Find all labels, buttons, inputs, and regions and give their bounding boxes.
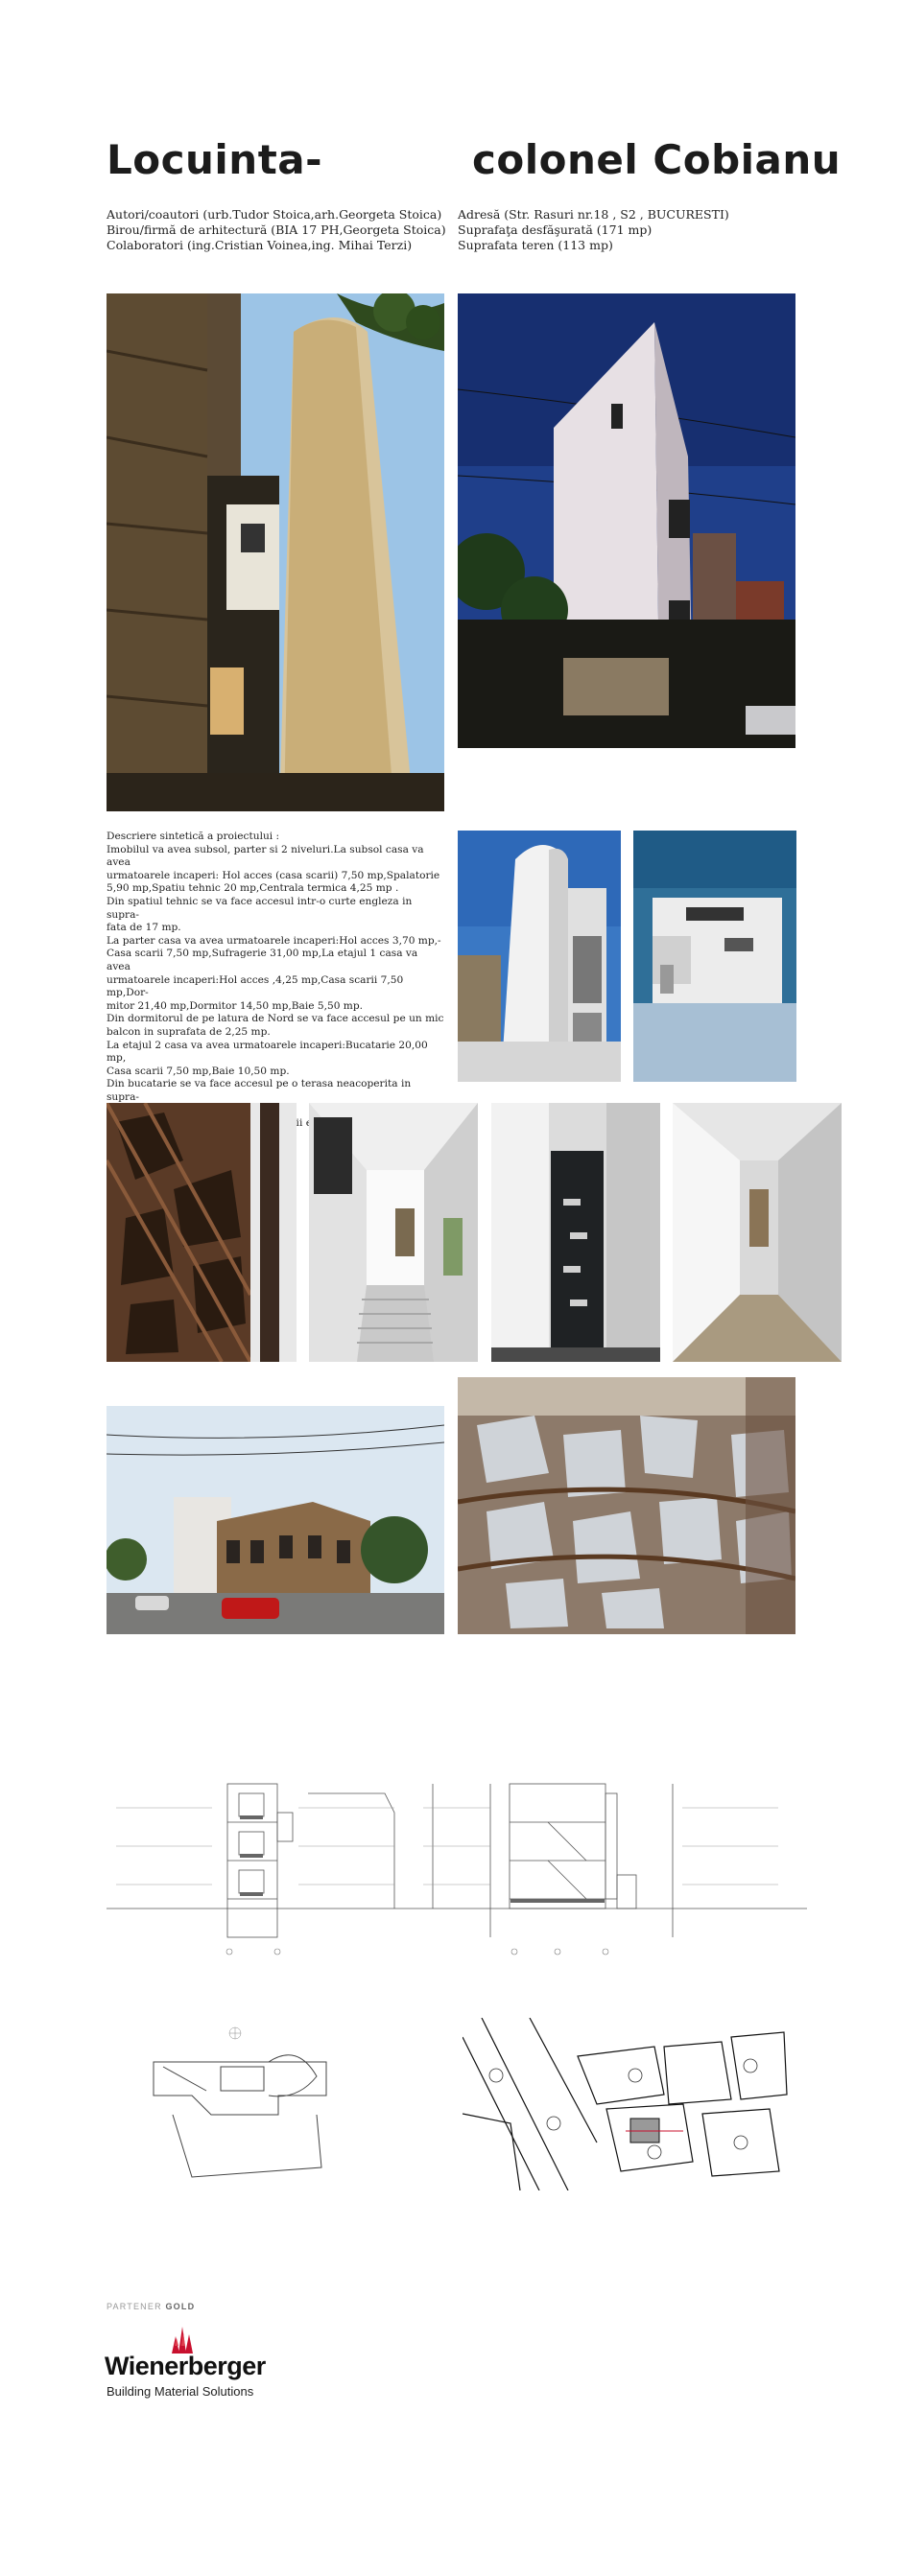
description-line: balcon in suprafata de 2,25 mp. [107, 1025, 271, 1038]
description-line: La etajul 2 casa va avea urmatoarele incaperi:Bucatarie 20,00 mp, [107, 1039, 428, 1065]
photo-facade-model [633, 831, 796, 1082]
drawing-floor-plan [134, 2024, 345, 2182]
photo-cylinder-sky [458, 831, 621, 1082]
photo-facade-blue-sky [458, 293, 795, 748]
description-line: Descriere sintetică a proiectului : [107, 831, 280, 842]
description-line: La parter casa va avea urmatoarele incaperi:Hol acces 3,70 mp,- [107, 934, 441, 947]
partner-label-text: PARTENER [107, 2302, 162, 2311]
description-line: Din dormitorul de pe latura de Nord se va face accesul pe un mic [107, 1013, 444, 1025]
partner-label [107, 2302, 195, 2311]
brand-tagline: Building Material Solutions [107, 2384, 254, 2399]
partner-tier: GOLD [165, 2302, 196, 2311]
description-line: mitor 21,40 mp,Dormitor 14,50 mp,Baie 5,50 mp. [107, 999, 363, 1012]
description-line: Casa scarii 7,50 mp,Baie 10,50 mp. [107, 1065, 290, 1077]
description-line: Imobilul va avea subsol, parter si 2 niveluri.La subsol casa va avea [107, 843, 424, 869]
description-line: 5,90 mp,Spatiu tehnic 20 mp,Centrala termica 4,25 mp . [107, 882, 399, 895]
title-left: Locuinta- [107, 136, 323, 183]
site-block [458, 207, 729, 253]
description-line: fata de 17 mp. [107, 922, 181, 934]
wienerberger-logo-icon [168, 2321, 197, 2354]
credit-authors: Autori/coautori (urb.Tudor Stoica,arh.Georgeta Stoica) [107, 207, 442, 222]
credit-collaborators: Colaboratori (ing.Cristian Voinea,ing. Mihai Terzi) [107, 238, 413, 252]
drawing-sections [107, 1755, 807, 1966]
site-land-area: Suprafata teren (113 mp) [458, 238, 613, 252]
photo-lattice-screen [458, 1377, 795, 1634]
photo-lattice-detail [107, 1103, 297, 1362]
photo-cylinder-alley [107, 293, 444, 811]
site-built-area: Suprafaţa desfăşurată (171 mp) [458, 222, 653, 237]
description-line: urmatoarele incaperi: Hol acces (casa scarii) 7,50 mp,Spalatorie [107, 869, 440, 881]
photo-entrance-stairs [309, 1103, 478, 1362]
photo-dark-door-corridor [491, 1103, 660, 1362]
description-line: Din spatiul tehnic se va face accesul intr-o curte engleza in supra- [107, 895, 413, 921]
description-line: urmatoarele incaperi:Hol acces ,4,25 mp,Casa scarii 7,50 mp,Dor- [107, 973, 404, 999]
drawing-site-plan [463, 2018, 789, 2190]
credits-block [107, 207, 446, 253]
brand-name: Wienerberger [105, 2352, 266, 2380]
description-line: Din bucatarie se va face accesul pe o terasa neacoperita in supra- [107, 1078, 412, 1103]
photo-narrow-passage [673, 1103, 842, 1362]
description-line: Casa scarii 7,50 mp,Sufragerie 31,00 mp,La etajul 1 casa va avea [107, 948, 418, 972]
credit-office: Birou/firmă de arhitectură (BIA 17 PH,Georgeta Stoica) [107, 222, 446, 237]
title-right: colonel Cobianu [472, 136, 842, 183]
site-address: Adresă (Str. Rasuri nr.18 , S2 , BUCURESTI) [458, 207, 729, 222]
photo-street-view [107, 1406, 444, 1634]
